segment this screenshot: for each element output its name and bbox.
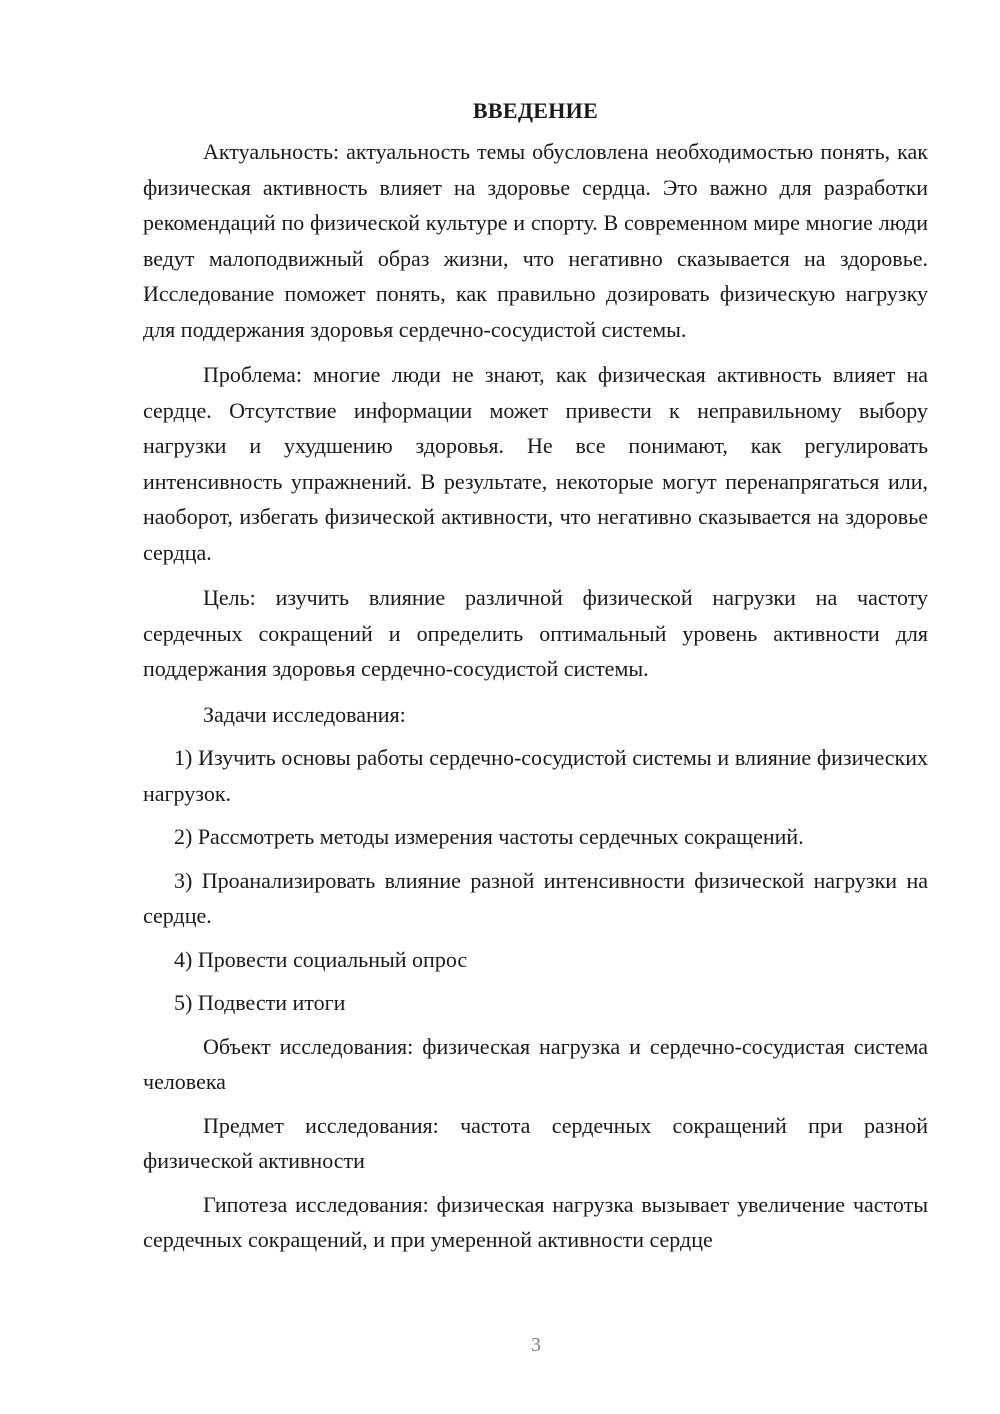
paragraph-problem: Проблема: многие люди не знают, как физическая активность влияет на сердце. Отсутствие информации может привести к неправильному выбору нагрузки и ухудшению здоровья. Не все понимают, как регулировать интенсивность упражнений. В результате, некоторые могут перенапрягаться или, наоборот, избегать физической активности, что негативно сказывается на здоровье сердца. [143,362,928,565]
task-item: 2) Рассмотреть методы измерения частоты сердечных сокращений. [174,824,804,849]
task-item: 5) Подвести итоги [174,990,346,1015]
page-number: 3 [531,1334,541,1356]
document-page [143,96,928,1258]
section-title: ВВЕДЕНИЕ [472,98,599,123]
task-item: 4) Провести социальный опрос [174,946,468,972]
paragraph-subject: Предмет исследования: частота сердечных сокращений при разной физической активности [143,1112,928,1173]
task-item: 1) Изучить основы работы сердечно-сосудистой системы и влияние физических нагрузок. [143,745,928,806]
tasks-heading: Задачи исследования: [203,701,406,727]
task-item: 3) Проанализировать влияние разной интенсивности физической нагрузки на сердце. [143,867,928,928]
paragraph-goal: Цель: изучить влияние различной физической нагрузки на частоту сердечных сокращений и определить оптимальный уровень активности для поддержания здоровья сердечно-сосудистой системы. [143,585,928,681]
paragraph-object: Объект исследования: физическая нагрузка и сердечно-сосудистая система человека [143,1033,928,1094]
tasks-list [143,740,928,1021]
paragraph-hypothesis: Гипотеза исследования: физическая нагрузка вызывает увеличение частоты сердечных сокращений, и при умеренной активности сердце [143,1191,928,1252]
paragraph-relevance: Актуальность: актуальность темы обусловлена необходимостью понять, как физическая активность влияет на здоровье сердца. Это важно для разработки рекомендаций по физической культуре и спорту. В современном мире многие люди ведут малоподвижный образ жизни, что негативно сказывается на здоровье. Исследование поможет понять, как правильно дозировать физическую нагрузку для поддержания здоровья сердечно-сосудистой системы. [143,139,928,342]
